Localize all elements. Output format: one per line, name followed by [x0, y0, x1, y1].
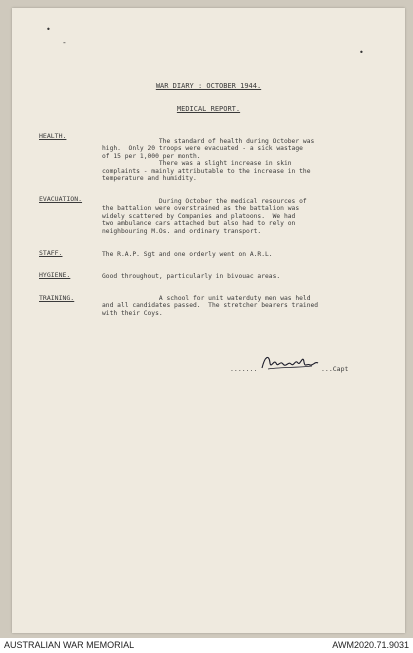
section-text-staff: The R.A.P. Sgt and one orderly went on A.R.L. [102, 251, 273, 258]
signature-rank: ...Capt [321, 365, 349, 373]
document-title [12, 82, 405, 90]
corner-mark: • [46, 25, 51, 34]
catalogue-id: AWM2020.71.9031 [332, 640, 409, 650]
section-label-health: HEALTH. [39, 132, 67, 140]
document-page [12, 8, 405, 633]
section-text-health: The standard of health during October was high. Only 20 troops were evacuated - a sick wastage of 15 per 1,000 per month. There was a slight increase in skin complaints - mainly attributable to the increase in the temperature and humidity. [102, 138, 315, 183]
section-label-evacuation: EVACUATION. [39, 195, 83, 203]
section-text-hygiene: Good throughout, particularly in bivouac areas. [102, 273, 281, 280]
section-label-staff: STAFF. [39, 249, 63, 257]
caption-bar [0, 638, 413, 653]
signature-dots: ....... [230, 365, 258, 373]
handwritten-signature [259, 351, 321, 373]
section-text-evacuation: During October the medical resources of the battalion were overstrained as the battalion was widely scattered by Companies and platoons. We had two ambulance cars attached but also had to rely on neighbouring M.Os. and ordinary transport. [102, 198, 307, 235]
title-text: WAR DIARY : OCTOBER 1944. [155, 82, 262, 90]
section-text-training: A school for unit waterduty men was held and all candidates passed. The stretcher bearers trained with their Coys. [102, 295, 319, 317]
corner-mark: - [62, 38, 67, 47]
section-label-hygiene: HYGIENE. [39, 271, 71, 279]
subtitle-text: MEDICAL REPORT. [176, 105, 241, 113]
corner-mark: • [359, 48, 364, 57]
document-subtitle [12, 105, 405, 113]
section-label-training: TRAINING. [39, 294, 75, 302]
collection-name: AUSTRALIAN WAR MEMORIAL [4, 640, 135, 650]
